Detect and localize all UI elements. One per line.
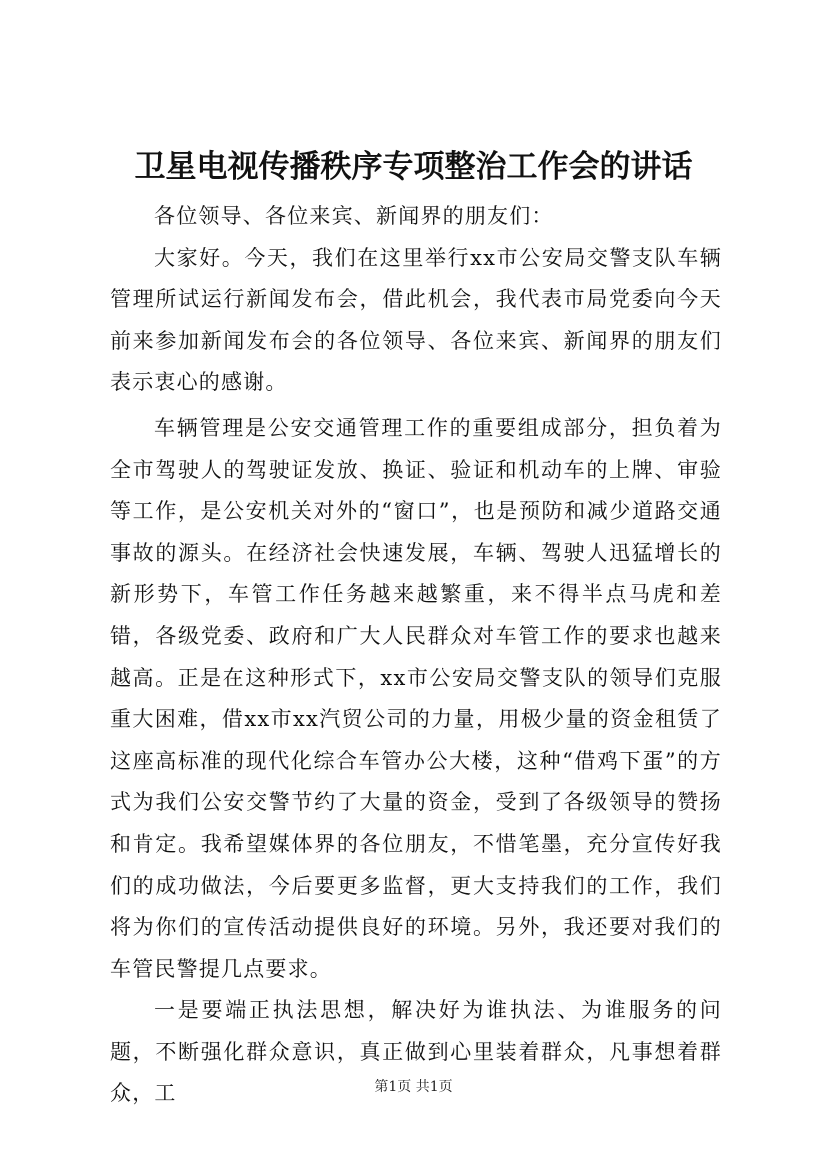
page-footer: 第1页 共1页: [374, 1079, 453, 1095]
document-body: [110, 196, 722, 1115]
body-paragraph-1: 大家好。今天，我们在这里举行xx市公安局交警支队车辆管理所试运行新闻发布会，借此机会，我代表市局党委向今天前来参加新闻发布会的各位领导、各位来宾、新闻界的朋友们表示衷心的感谢。: [110, 245, 722, 395]
document-title: 卫星电视传播秩序专项整治工作会的讲话: [134, 149, 693, 185]
body-paragraph-2: 车辆管理是公安交通管理工作的重要组成部分，担负着为全市驾驶人的驾驶证发放、换证、验证和机动车的上牌、审验等工作，是公安机关对外的“窗口”，也是预防和减少道路交通事故的源头。在经济社会快速发展，车辆、驾驶人迅猛增长的新形势下，车管工作任务越来越繁重，来不得半点马虎和差错，各级党委、政府和广大人民群众对车管工作的要求也越来越高。正是在这种形式下，xx市公安局交警支队的领导们克服重大困难，借xx市xx汽贸公司的力量，用极少量的资金租赁了这座高标准的现代化综合车管办公大楼，这种“借鸡下蛋”的方式为我们公安交警节约了大量的资金，受到了各级领导的赞扬和肯定。我希望媒体界的各位朋友，不惜笔墨，充分宣传好我们的成功做法，今后要更多监督，更大支持我们的工作，我们将为你们的宣传活动提供良好的环境。另外，我还要对我们的车管民警提几点要求。: [110, 415, 722, 981]
body-paragraph-3: 一是要端正执法思想，解决好为谁执法、为谁服务的问题，不断强化群众意识，真正做到心里装着群众，凡事想着群众，工: [110, 998, 722, 1106]
salutation-paragraph: 各位领导、各位来宾、新闻界的朋友们：: [154, 204, 554, 228]
